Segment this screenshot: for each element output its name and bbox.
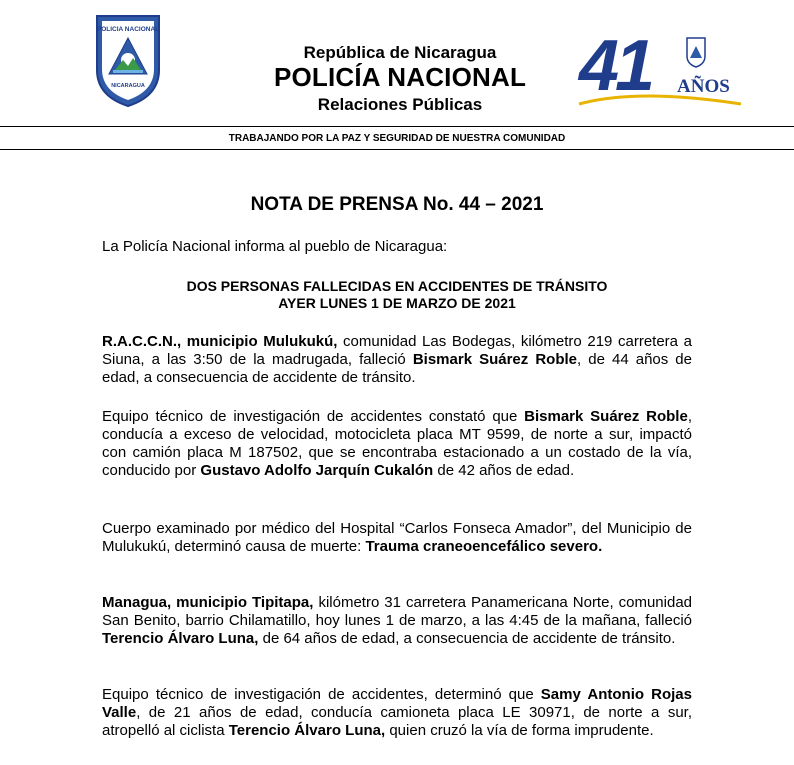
p1-text-1: comunidad Las Bodegas, kilómetro 219 carretera a Siuna, a las 3:50 de la madrugada, falleció — [102, 333, 692, 368]
paragraph-4 — [102, 594, 692, 648]
seal-top-text: POLICIA NACIONAL — [96, 26, 160, 33]
paragraph-1 — [102, 333, 692, 387]
header-institution: POLICÍA NACIONAL — [273, 62, 527, 92]
p4-bold-2: Terencio Álvaro Luna, — [102, 630, 259, 647]
p4-text-1: kilómetro 31 carretera Panamericana Norte, comunidad San Benito, barrio Chilamatillo, hoy lunes 1 de marzo, a las 4:45 de la mañana, falleció — [102, 594, 693, 629]
p2-bold-1: Bismark Suárez Roble — [524, 408, 688, 425]
p5-text-3: quien cruzó la vía de forma imprudente. — [385, 722, 654, 739]
p3-bold-1: Trauma craneoencefálico severo. — [365, 538, 603, 555]
p3-text-1: Cuerpo examinado por médico del Hospital “Carlos Fonseca Amador”, del Municipio de Mulukukú, determinó causa de muerte: — [102, 520, 692, 555]
p2-text-3: de 42 años de edad. — [433, 462, 575, 479]
p1-text-2: , de 44 años de edad, a consecuencia de accidente de tránsito. — [102, 351, 692, 386]
p4-text-2: de 64 años de edad, a consecuencia de accidente de tránsito. — [258, 630, 676, 647]
header-department: Relaciones Públicas — [317, 95, 483, 114]
p2-text-2: , conducía a exceso de velocidad, motocicleta placa MT 9599, de norte a sur, impactó con camión placa M 187502, que se encontraba estacionado a un costado de la vía, conducido por — [102, 408, 692, 479]
p1-bold-2: Bismark Suárez Roble — [412, 351, 578, 368]
paragraph-2 — [102, 408, 692, 480]
anniversary-number: 41 — [579, 26, 652, 106]
header-motto: TRABAJANDO POR LA PAZ Y SEGURIDAD DE NUESTRA COMUNIDAD — [228, 133, 566, 144]
header-bottom-rule — [0, 149, 794, 150]
header-top-rule — [0, 126, 794, 127]
anniversary-41-logo — [577, 26, 742, 110]
p5-bold-1: Samy Antonio Rojas Valle — [102, 686, 692, 721]
header-republic: República de Nicaragua — [303, 43, 497, 62]
p5-text-1: Equipo técnico de investigación de accidentes, determinó que — [102, 686, 541, 703]
police-seal-logo — [93, 12, 163, 108]
intro-text: La Policía Nacional informa al pueblo de Nicaragua: — [102, 238, 448, 255]
paragraph-5 — [102, 686, 692, 740]
seal-bottom-text: NICARAGUA — [111, 83, 145, 89]
p2-bold-2: Gustavo Adolfo Jarquín Cukalón — [200, 462, 434, 479]
p4-bold-1: Managua, municipio Tipitapa, — [102, 594, 314, 611]
headline-line-1: DOS PERSONAS FALLECIDAS EN ACCIDENTES DE TRÁNSITO — [186, 278, 608, 294]
p5-bold-2: Terencio Álvaro Luna, — [228, 722, 386, 739]
paragraph-3 — [102, 520, 692, 556]
p1-bold-1: R.A.C.C.N., municipio Mulukukú, — [102, 333, 338, 350]
headline-line-2: AYER LUNES 1 DE MARZO DE 2021 — [278, 295, 516, 311]
p2-text-1: Equipo técnico de investigación de accidentes constató que — [102, 408, 525, 425]
p5-text-2: , de 21 años de edad, conducía camioneta placa LE 30971, de norte a sur, atropelló al ciclista — [102, 704, 692, 739]
news-headline — [102, 278, 692, 312]
anniversary-word: AÑOS — [677, 76, 730, 97]
press-note-title: NOTA DE PRENSA No. 44 – 2021 — [250, 194, 544, 215]
